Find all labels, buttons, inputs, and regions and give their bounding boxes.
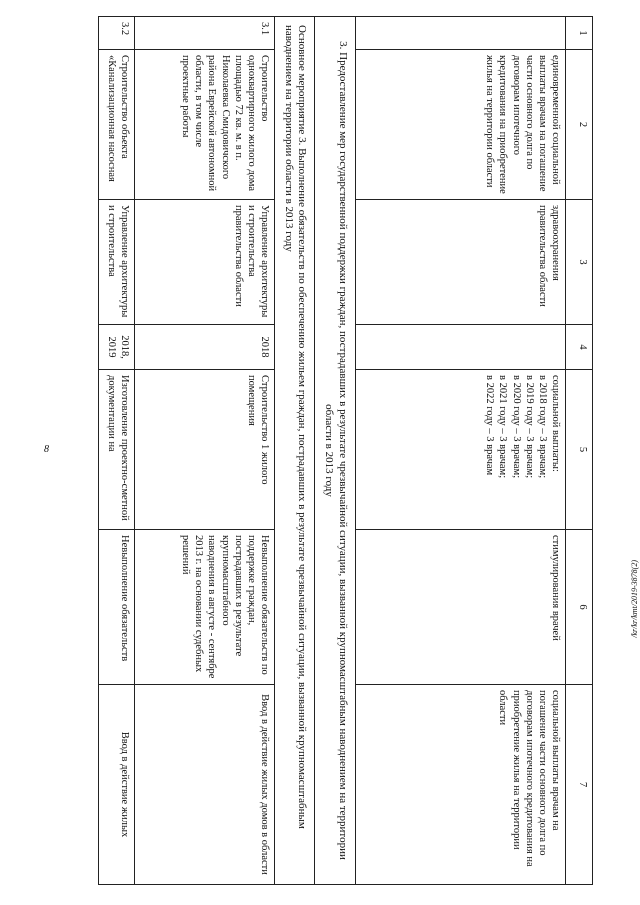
cell-number [356, 17, 566, 50]
cell-result: Изготовление проектно-сметной документации на [99, 370, 135, 530]
header-row [566, 17, 593, 885]
column-header: 4 [566, 325, 593, 370]
column-header: 5 [566, 370, 593, 530]
section-row [315, 17, 356, 885]
cell-number: 3.1 [135, 17, 275, 50]
column-header: 6 [566, 530, 593, 685]
cell-number: 3.2 [99, 17, 135, 50]
cell-event: Строительство объекта «Канализационная насосная [99, 50, 135, 200]
column-header: 2 [566, 50, 593, 200]
page-number: 8 [44, 444, 49, 455]
main-event-title: Основное мероприятие 3. Выполнение обязательств по обеспечению жильем граждан, пострадавших в результате чрезвычайной ситуации, вызванной крупномасштабным наводнением на территории области в 2013 году [275, 17, 316, 885]
cell-consequence: Невыполнение обязательств по поддержке граждан, пострадавших в результате крупномасштабного наводнения в августе - сентябре 2013 г. на основании судебных решений [135, 530, 275, 685]
cell-consequence: стимулирования врачей [356, 530, 566, 685]
cell-executor: Управление архитектуры и строительства правительства области [135, 200, 275, 325]
cell-event: Строительство одноквартирного жилого дома площадью 72 кв. м. в п. Николаевка Смидовичского района Еврейской автономной области, в том числе проектные работы [135, 50, 275, 200]
cell-period [356, 325, 566, 370]
column-header: 3 [566, 200, 593, 325]
section-title: 3. Предоставление мер государственной поддержки граждан, пострадавших в результате чрезвычайной ситуации, вызванной крупномасштабным наводнением на территории области в 2013 году [315, 17, 356, 885]
document-stamp: /kr/kr/kmt/2019-3878(2) [630, 560, 639, 638]
cell-period: 2018 [135, 325, 275, 370]
cell-event: единовременной социальной выплаты врачам на погашение части основного долга по договорам ипотечного кредитования на приобретение жилья на территории области [356, 50, 566, 200]
column-header: 1 [566, 17, 593, 50]
cell-result: социальной выплаты: в 2018 году – 3 врачам; в 2019 году – 3 врачам; в 2020 году – 3 врачам; в 2021 году – 3 врачам; в 2022 году – 3 врачам [356, 370, 566, 530]
cell-indicator: Ввод в действие жилых домов в области [135, 685, 275, 885]
cell-result: Строительство 1 жилого помещения [135, 370, 275, 530]
cell-period: 2018, 2019 [99, 325, 135, 370]
cell-executor: Управление архитектуры и строительства [99, 200, 135, 325]
table-row [135, 17, 275, 885]
table-row [356, 17, 566, 885]
program-table [98, 16, 593, 885]
column-header: 7 [566, 685, 593, 885]
cell-indicator: социальной выплаты врачам на погашение части основного долга по договорам ипотечного кредитования на приобретение жилья на территории области [356, 685, 566, 885]
cell-consequence: Невыполнение обязательств [99, 530, 135, 685]
main-event-row [275, 17, 316, 885]
cell-indicator: Ввод в действие жилых [99, 685, 135, 885]
table-row [99, 17, 135, 885]
cell-executor: здравоохранения правительства области [356, 200, 566, 325]
rotated-table-container [73, 16, 593, 884]
